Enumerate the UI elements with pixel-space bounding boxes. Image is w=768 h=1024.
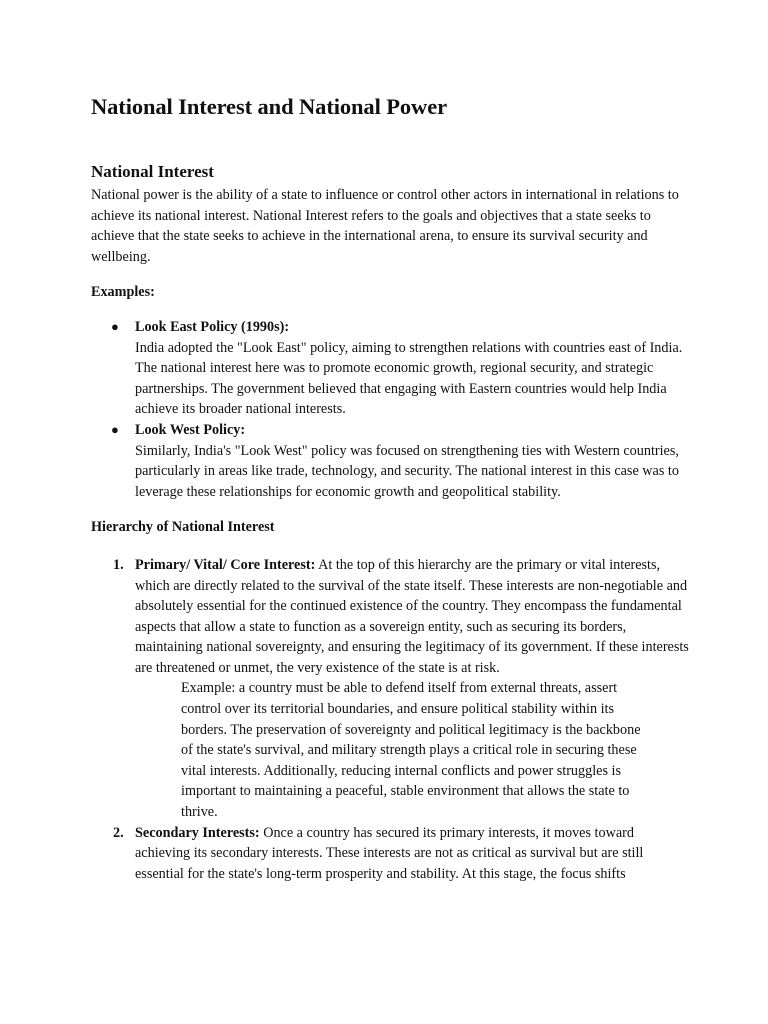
example-body: Similarly, India's "Look West" policy was focused on strengthening ties with Western countries, particularly in areas like trade, technology, and security. The national interest in this case was to leverage these relationships for economic growth and geopolitical stability. bbox=[135, 442, 679, 500]
list-item bbox=[91, 823, 691, 885]
list-number: 2. bbox=[113, 824, 124, 841]
document-title: National Interest and National Power bbox=[91, 94, 447, 119]
examples-list bbox=[91, 317, 691, 502]
hierarchy-item-title: Secondary Interests: bbox=[135, 824, 260, 841]
hierarchy-label: Hierarchy of National Interest bbox=[91, 519, 275, 536]
document-page bbox=[91, 92, 691, 884]
example-body: India adopted the "Look East" policy, aiming to strengthen relations with countries east of India. The national interest here was to promote economic growth, regional security, and strategic partnerships. The government believed that engaging with Eastern countries would help India achieve its broader national interests. bbox=[135, 339, 683, 418]
bullet-icon: ● bbox=[111, 318, 119, 334]
list-item bbox=[91, 317, 691, 420]
examples-label: Examples: bbox=[91, 284, 155, 301]
hierarchy-item-title: Primary/ Vital/ Core Interest: bbox=[135, 556, 316, 573]
example-title: Look East Policy (1990s): bbox=[135, 318, 290, 335]
list-item bbox=[91, 420, 691, 502]
example-title: Look West Policy: bbox=[135, 421, 246, 438]
hierarchy-example: Example: a country must be able to defend itself from external threats, assert control over its territorial boundaries, and ensure political stability within its borders. The preservation of sovereignty and political legitimacy is the backbone of the state's survival, and military strength plays a critical role in securing these vital interests. Additionally, reducing internal conflicts and power struggles is important to maintaining a peaceful, stable environment that allows the state to thrive. bbox=[181, 680, 641, 821]
hierarchy-item-body: At the top of this hierarchy are the primary or vital interests, which are directly related to the survival of the state itself. These interests are non-negotiable and absolutely essential for the continued existence of the country. They encompass the fundamental aspects that allow a state to function as a sovereign entity, such as securing its borders, maintaining national sovereignty, and ensuring the legitimacy of its government. If these interests are threatened or unmet, the very existence of the state is at risk. bbox=[135, 556, 689, 676]
bullet-icon: ● bbox=[111, 421, 119, 437]
list-number: 1. bbox=[113, 556, 124, 573]
list-item bbox=[91, 555, 691, 823]
section-heading-national-interest: National Interest bbox=[91, 162, 214, 181]
hierarchy-list bbox=[91, 555, 691, 885]
hierarchy-item-body: Once a country has secured its primary interests, it moves toward achieving its secondary interests. These interests are not as critical as survival but are still essential for the state's long-term prosperity and stability. At this stage, the focus shifts bbox=[135, 824, 644, 882]
intro-paragraph: National power is the ability of a state to influence or control other actors in international in relations to achieve its national interest. National Interest refers to the goals and objectives that a state seeks to achieve that the state seeks to achieve in the international arena, to ensure its survival security and wellbeing. bbox=[91, 187, 679, 265]
